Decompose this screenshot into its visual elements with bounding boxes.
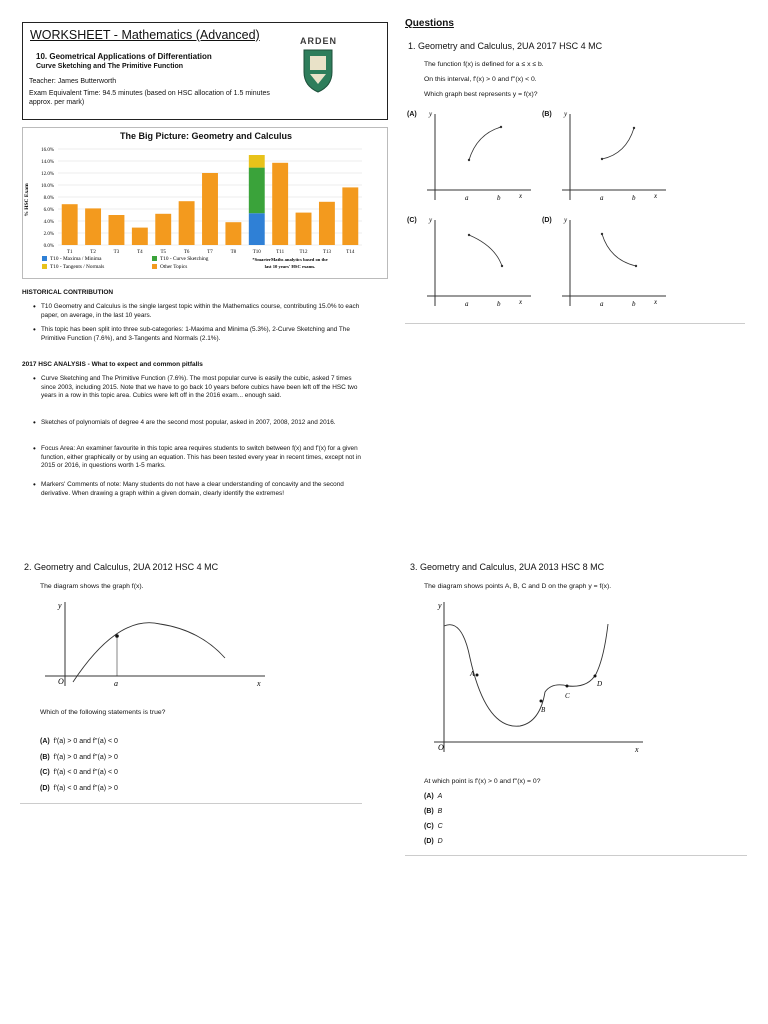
bar — [62, 204, 78, 245]
q1-graph-c — [425, 214, 535, 309]
analysis-bullet-4: • Markers' Comments of note: Many students do not have a clear understanding of concavity and the second derivative. When drawing a graph within a given domain, clearly identify the extremes! — [41, 481, 361, 498]
q2-intro: The diagram shows the graph f(x). — [40, 583, 144, 590]
bar-segment — [249, 155, 265, 168]
q2-title: 2. Geometry and Calculus, 2UA 2012 HSC 4 MC — [24, 562, 219, 572]
bar — [342, 187, 358, 245]
worksheet-subtitle-2: Curve Sketching and The Primitive Function — [36, 63, 184, 70]
bar — [296, 213, 312, 245]
x-tick-label: T1 — [66, 250, 73, 255]
svg-text:a: a — [114, 679, 118, 688]
worksheet-subtitle: 10. Geometrical Applications of Differentiation — [36, 52, 212, 61]
q3-option-c[interactable]: (C) C — [424, 823, 443, 830]
historical-bullet-2: • This topic has been split into three sub-categories: 1-Maxima and Minima (5.3%), 2-Curve Sketching and The Primitive Function (7.6%), and 3-Tangents and Normals (2.1%). — [41, 326, 361, 343]
analysis-bullet-2: • Sketches of polynomials of degree 4 are the second most popular, asked in 2007, 2008, 2012 and 2016. — [41, 419, 361, 428]
q3-intro: The diagram shows points A, B, C and D on the graph y = f(x). — [424, 583, 612, 590]
analysis-bullet-1: • Curve Sketching and The Primitive Function (7.6%). The most popular curve is easily the cubic, asked 7 times since 2003, including 2015. Note that we have to go back 10 years before cubics have been left off the HSC two years in a row in this topic area. Cubics were left off in the 2016 exam... enough said. — [41, 375, 361, 401]
svg-text:A: A — [470, 670, 475, 678]
svg-text:b: b — [632, 194, 636, 202]
y-tick-label: 16.0% — [41, 148, 54, 153]
bar — [272, 163, 288, 245]
q3-option-a[interactable]: (A) A — [424, 793, 443, 800]
svg-text:y: y — [438, 601, 442, 610]
x-tick-label: T8 — [230, 250, 237, 255]
historical-bullet-1: • T10 Geometry and Calculus is the single largest topic within the Mathematics course, contributing 15.0% to each paper, on average, in the last 10 years. — [41, 303, 361, 320]
svg-text:C: C — [565, 692, 570, 700]
y-tick-label: 2.0% — [43, 232, 54, 237]
svg-text:x: x — [257, 679, 261, 688]
bar — [319, 202, 335, 245]
bar-segment — [249, 213, 265, 245]
q1-title: 1. Geometry and Calculus, 2UA 2017 HSC 4 MC — [408, 41, 603, 51]
teacher-line: Teacher: James Butterworth — [29, 78, 117, 85]
svg-text:a: a — [465, 194, 469, 202]
historical-title: HISTORICAL CONTRIBUTION — [22, 289, 114, 296]
q1-line-3: Which graph best represents y = f(x)? — [424, 91, 538, 98]
y-tick-label: 0.0% — [43, 244, 54, 249]
q3-question: At which point is f'(x) > 0 and f''(x) = 0? — [424, 778, 541, 785]
bar — [109, 215, 125, 245]
x-tick-label: T11 — [276, 250, 285, 255]
svg-text:b: b — [497, 300, 501, 308]
q1-label-b: (B) — [542, 111, 552, 118]
bar — [132, 228, 148, 245]
q3-graph — [428, 598, 648, 758]
bar-chart — [22, 140, 386, 278]
svg-text:y: y — [429, 110, 433, 118]
q2-option-c[interactable]: (C) f'(a) < 0 and f''(a) < 0 — [40, 769, 118, 776]
svg-text:x: x — [519, 192, 523, 200]
exam-time: Exam Equivalent Time: 94.5 minutes (based on HSC allocation of 1.5 minutes approx. per mark) — [29, 90, 270, 106]
x-tick-label: T7 — [207, 250, 213, 255]
y-tick-label: 10.0% — [41, 184, 54, 189]
legend-swatch — [42, 264, 47, 269]
bar — [85, 208, 101, 245]
q1-label-d: (D) — [542, 217, 552, 224]
q1-line-2: On this interval, f'(x) > 0 and f''(x) < 0. — [424, 76, 537, 83]
chart-note: *SmarterMaths analytics based on the — [252, 257, 328, 262]
q2-graph — [40, 598, 280, 690]
svg-text:x: x — [519, 298, 523, 306]
chart-note-2: last 10 years' HSC exams. — [264, 264, 316, 269]
legend-label: Other Topics — [160, 264, 188, 270]
x-tick-label: T4 — [137, 250, 143, 255]
q1-line-1: The function f(x) is defined for a ≤ x ≤ b. — [424, 61, 544, 68]
svg-text:B: B — [541, 706, 546, 714]
y-tick-label: 12.0% — [41, 172, 54, 177]
legend-label: T10 - Maxima / Minima — [50, 256, 102, 262]
q2-divider — [20, 803, 362, 804]
q2-option-b[interactable]: (B) f'(a) > 0 and f''(a) > 0 — [40, 754, 118, 761]
q1-graph-a — [425, 108, 535, 203]
q1-graph-b — [560, 108, 670, 203]
legend-label: T10 - Curve Sketching — [160, 256, 209, 262]
bar — [225, 222, 241, 245]
svg-text:y: y — [564, 110, 568, 118]
bar — [179, 201, 195, 245]
x-tick-label: T14 — [346, 250, 355, 255]
q2-option-d[interactable]: (D) f'(a) < 0 and f''(a) > 0 — [40, 785, 118, 792]
svg-text:O: O — [58, 677, 64, 686]
svg-text:a: a — [465, 300, 469, 308]
svg-text:y: y — [564, 216, 568, 224]
x-tick-label: T13 — [322, 250, 331, 255]
legend-swatch — [152, 256, 157, 261]
svg-text:b: b — [497, 194, 501, 202]
x-tick-label: T3 — [113, 250, 120, 255]
legend-swatch — [152, 264, 157, 269]
chart-title: The Big Picture: Geometry and Calculus — [120, 131, 293, 141]
svg-text:x: x — [635, 745, 639, 754]
q2-question: Which of the following statements is true? — [40, 709, 166, 716]
q1-graph-d — [560, 214, 670, 309]
arden-logo-text: ARDEN — [300, 36, 338, 46]
q3-option-b[interactable]: (B) B — [424, 808, 443, 815]
q2-option-a[interactable]: (A) f'(a) > 0 and f''(a) < 0 — [40, 738, 118, 745]
svg-text:a: a — [600, 194, 604, 202]
svg-text:O: O — [438, 743, 444, 752]
x-tick-label: T2 — [90, 250, 96, 255]
analysis-bullet-3: • Focus Area: An examiner favourite in this topic area requires students to switch between f(x) and f'(x) for a given function, either graphically or by using an equation. This has been tested every year in recent times, except not in 2015 or 2016, in questions worth 1-5 marks. — [41, 445, 361, 471]
x-tick-label: T10 — [252, 250, 261, 255]
bar — [155, 214, 171, 245]
svg-text:a: a — [600, 300, 604, 308]
questions-heading: Questions — [405, 18, 454, 29]
svg-text:b: b — [632, 300, 636, 308]
svg-text:y: y — [429, 216, 433, 224]
arden-crest-icon — [298, 48, 338, 94]
legend-label: T10 - Tangents / Normals — [50, 264, 105, 270]
x-tick-label: T6 — [183, 250, 190, 255]
q3-option-d[interactable]: (D) D — [424, 838, 443, 845]
svg-text:D: D — [597, 680, 603, 688]
y-tick-label: 4.0% — [43, 220, 54, 225]
q3-divider — [405, 855, 747, 856]
legend-swatch — [42, 256, 47, 261]
y-tick-label: 6.0% — [43, 208, 54, 213]
x-tick-label: T5 — [160, 250, 167, 255]
y-tick-label: 14.0% — [41, 160, 54, 165]
q1-label-a: (A) — [407, 111, 417, 118]
q3-title: 3. Geometry and Calculus, 2UA 2013 HSC 8 MC — [410, 562, 605, 572]
svg-text:y: y — [58, 601, 62, 610]
svg-text:x: x — [654, 192, 658, 200]
worksheet-title: WORKSHEET - Mathematics (Advanced) — [30, 28, 260, 42]
svg-text:x: x — [654, 298, 658, 306]
bar-segment — [249, 168, 265, 214]
x-tick-label: T12 — [299, 250, 308, 255]
y-tick-label: 8.0% — [43, 196, 54, 201]
bar — [202, 173, 218, 245]
y-axis-label: % HSC Exam — [24, 183, 30, 217]
q1-divider — [405, 323, 745, 324]
q1-label-c: (C) — [407, 217, 417, 224]
analysis-title: 2017 HSC ANALYSIS - What to expect and common pitfalls — [22, 361, 203, 368]
